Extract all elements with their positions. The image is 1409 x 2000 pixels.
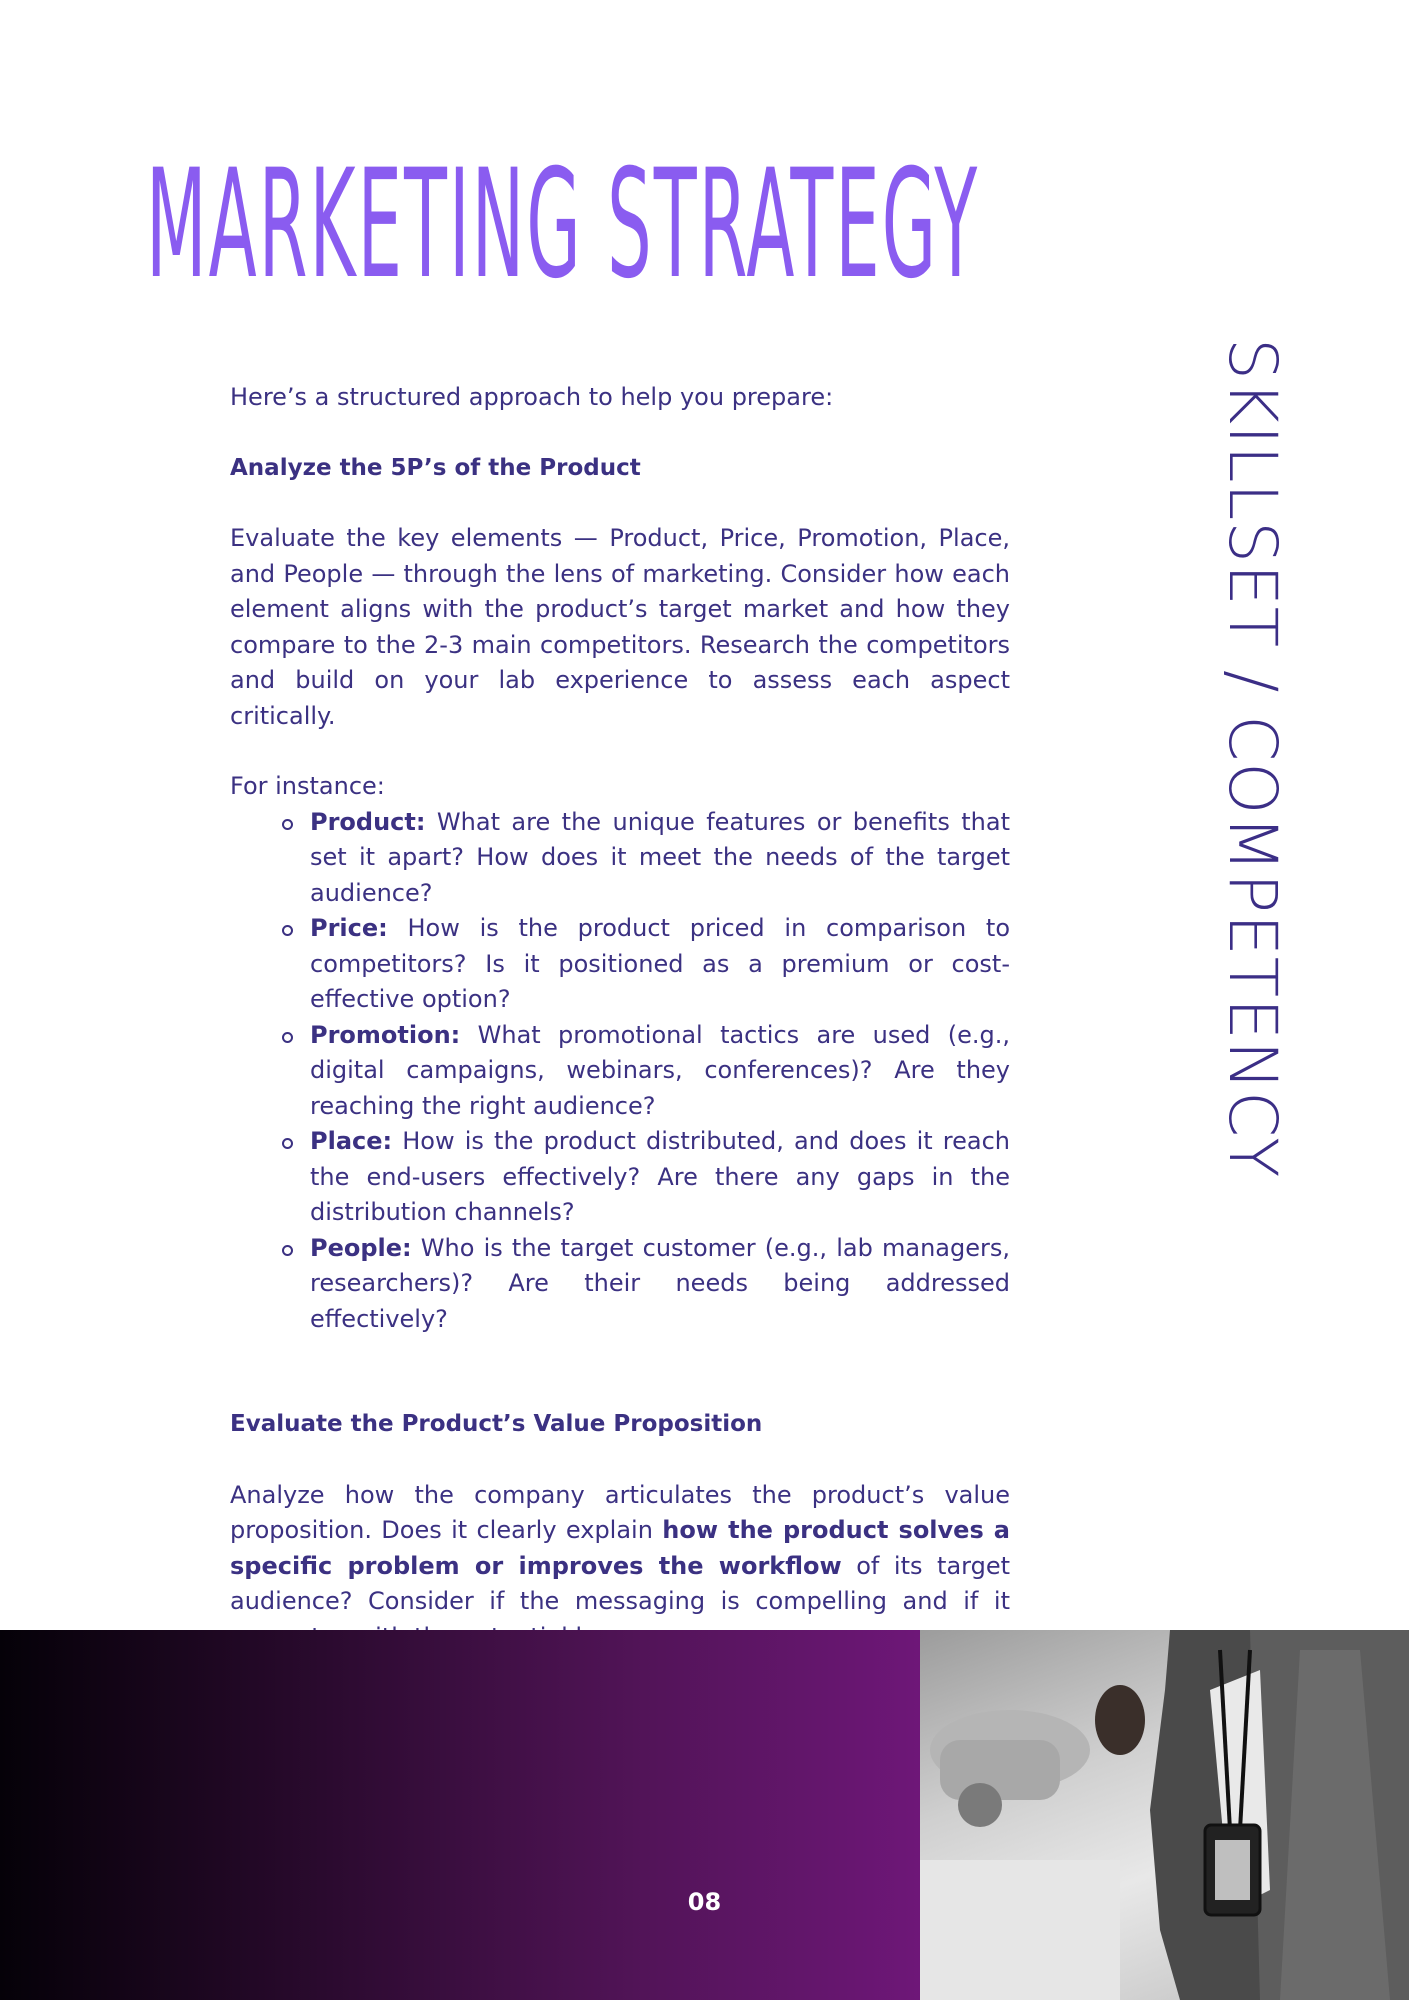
- list-item-term: Place:: [310, 1127, 393, 1155]
- list-item-term: Product:: [310, 807, 426, 836]
- five-p-list: [230, 805, 1010, 1338]
- list-item-text: What are the unique features or benefits that set it apart? How does it meet the needs of the target audience?: [310, 807, 1010, 907]
- list-intro: For instance:: [230, 772, 385, 800]
- section-spacer: [230, 1337, 1010, 1407]
- photo-image: [920, 1630, 1409, 2000]
- section2-text-end: of its target audience? Consider if the messaging is compelling and if it: [230, 1551, 1010, 1615]
- photo-illustration: [920, 1630, 1409, 2000]
- list-item-text: Who is the target customer (e.g., lab managers, researchers)? Are their needs being addressed effectively?: [310, 1233, 1010, 1333]
- section2-text-start: Analyze how the company articulates the product’s value proposition. Does it clearly explain: [230, 1480, 1010, 1544]
- section2-paragraph: [230, 1478, 1010, 1656]
- intro-text: Here’s a structured approach to help you prepare:: [230, 383, 834, 411]
- section1-heading: Analyze the 5P’s of the Product: [230, 454, 641, 481]
- side-label: SKILLSET / COMPETENCY: [1214, 338, 1291, 1179]
- list-item-term: Price:: [310, 914, 388, 942]
- page-number: 08: [687, 1888, 722, 1916]
- main-content: [230, 380, 1010, 1655]
- list-item-term: Promotion:: [310, 1020, 461, 1049]
- list-item-term: People:: [310, 1233, 412, 1262]
- list-item: [310, 1124, 1010, 1231]
- section1-paragraph: Evaluate the key elements — Product, Price, Promotion, Place, and People — through the lens of marketing. Consider how each element aligns with the product’s target market and how they compare to the 2-3 main competitors. Research the competitors and build on your lab experience to assess each aspect critically.: [230, 524, 1010, 730]
- list-item: [310, 1018, 1010, 1125]
- list-item-text: What promotional tactics are used (e.g., digital campaigns, webinars, conferences)? Are they reaching the right audience?: [310, 1020, 1010, 1120]
- list-item: [310, 1231, 1010, 1338]
- page-title: MARKETING STRATEGY: [146, 138, 980, 312]
- footer-band: [0, 1630, 920, 2000]
- list-item-text: How is the product priced in comparison to competitors? Is it positioned as a premium or cost-effective option?: [310, 914, 1010, 1013]
- section2-heading: Evaluate the Product’s Value Proposition: [230, 1411, 763, 1437]
- section2-text-bold: how the product solves a specific problem or improves the workflow: [230, 1516, 1011, 1580]
- list-item: [310, 805, 1010, 912]
- list-item-text: How is the product distributed, and does it reach the end-users effectively? Are there any gaps in the distribution channels?: [310, 1127, 1010, 1226]
- list-item: [310, 911, 1010, 1018]
